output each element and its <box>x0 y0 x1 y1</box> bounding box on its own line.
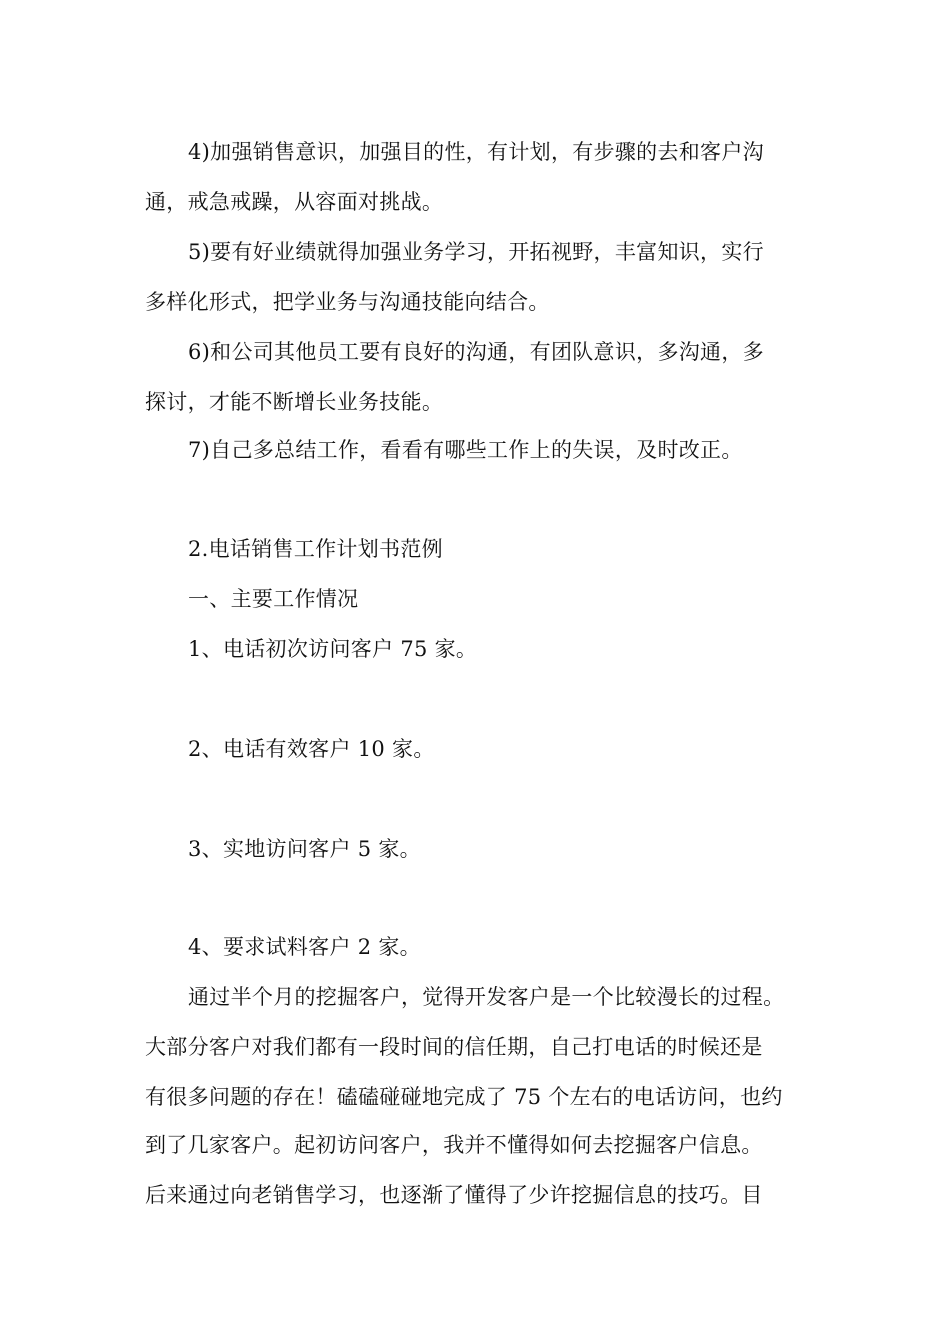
paragraph-line: 通过半个月的挖掘客户，觉得开发客户是一个比较漫长的过程。 <box>188 985 785 1009</box>
paragraph-line: 6)和公司其他员工要有良好的沟通，有团队意识，多沟通，多 <box>188 340 764 364</box>
list-item: 3、实地访问客户 5 家。 <box>188 837 421 861</box>
subsection-heading: 一、主要工作情况 <box>188 587 359 611</box>
paragraph-line: 4)加强销售意识，加强目的性，有计划，有步骤的去和客户沟 <box>188 140 764 164</box>
paragraph-line: 大部分客户对我们都有一段时间的信任期，自己打电话的时候还是 <box>145 1035 763 1059</box>
paragraph-line: 后来通过向老销售学习，也逐渐了懂得了少许挖掘信息的技巧。目 <box>145 1183 763 1207</box>
paragraph-line: 到了几家客户。起初访问客户，我并不懂得如何去挖掘客户信息。 <box>145 1133 763 1157</box>
paragraph-line: 有很多问题的存在！磕磕碰碰地完成了 75 个左右的电话访问，也约 <box>145 1085 783 1109</box>
paragraph-line: 探讨，才能不断增长业务技能。 <box>145 390 444 414</box>
section-heading: 2.电话销售工作计划书范例 <box>188 537 443 561</box>
list-item: 2、电话有效客户 10 家。 <box>188 737 435 761</box>
paragraph-line: 多样化形式，把学业务与沟通技能向结合。 <box>145 290 550 314</box>
list-item: 1、电话初次访问客户 75 家。 <box>188 637 478 661</box>
paragraph-line: 通，戒急戒躁，从容面对挑战。 <box>145 190 444 214</box>
paragraph-line: 7)自己多总结工作，看看有哪些工作上的失误，及时改正。 <box>188 438 743 462</box>
paragraph-line: 5)要有好业绩就得加强业务学习，开拓视野，丰富知识，实行 <box>188 240 764 264</box>
list-item: 4、要求试料客户 2 家。 <box>188 935 421 959</box>
